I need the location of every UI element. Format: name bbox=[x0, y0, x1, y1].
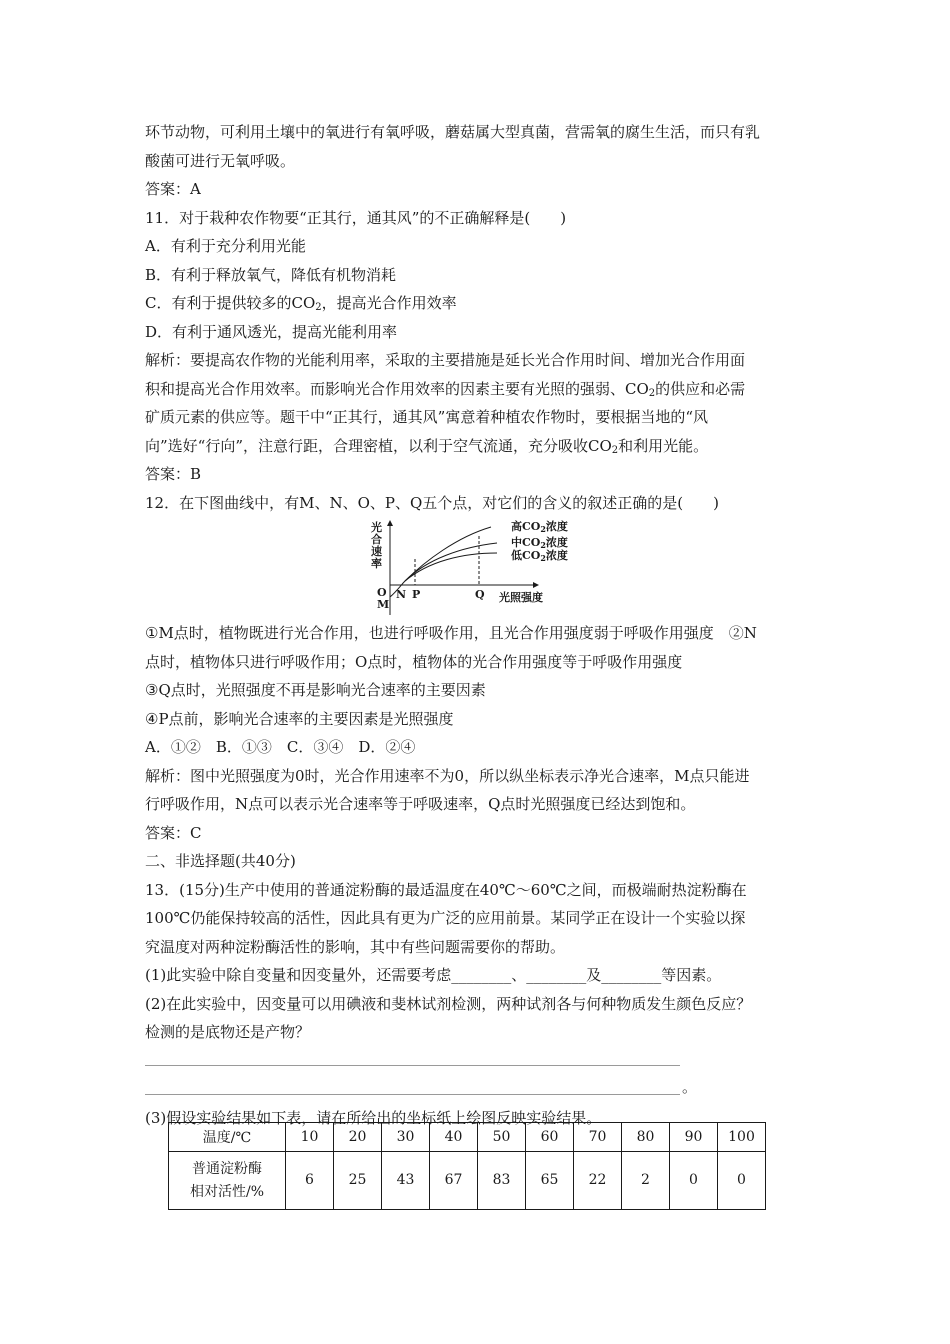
answer-line: 答案：A bbox=[145, 180, 201, 198]
q13-intro-line: 13．(15分)生产中使用的普通淀粉酶的最适温度在40℃～60℃之间，而极端耐热淀粉酶在 bbox=[145, 880, 747, 899]
table-cell-value: 2 bbox=[622, 1152, 670, 1210]
q12-statement: ③Q点时，光照强度不再是影响光合速率的主要因素 bbox=[145, 681, 486, 699]
table-row-label bbox=[169, 1152, 286, 1210]
q12-statement: ④P点前，影响光合速率的主要因素是光照强度 bbox=[145, 709, 454, 728]
text: 积和提高光合作用效率。而影响光合作用效率的因素主要有光照的强弱、CO bbox=[145, 379, 649, 398]
q12-answer: 答案：C bbox=[145, 823, 202, 842]
legend-suffix: 浓度 bbox=[545, 520, 568, 533]
table-cell-temp: 10 bbox=[286, 1123, 334, 1152]
table-cell-value: 43 bbox=[382, 1152, 430, 1210]
y-axis-label-char: 合 bbox=[371, 533, 382, 546]
text: 向”选好“行向”，注意行距，合理密植，以利于空气流通，充分吸收CO bbox=[145, 436, 612, 455]
q13-part3: (3)假设实验结果如下表，请在所给出的坐标纸上绘图反映实验结果。 bbox=[145, 1108, 602, 1127]
q11-analysis-line: 矿质元素的供应等。题干中“正其行，通其风”寓意着种植农作物时，要根据当地的“风 bbox=[145, 408, 709, 426]
q11-option-b: B．有利于释放氧气，降低有机物消耗 bbox=[145, 265, 397, 284]
q11-stem: 11．对于栽种农作物要“正其行，通其风”的不正确解释是( ) bbox=[145, 208, 567, 227]
legend-mid-co2 bbox=[511, 535, 568, 550]
table-cell-value: 25 bbox=[334, 1152, 382, 1210]
table-cell-temp: 40 bbox=[430, 1123, 478, 1152]
table-cell-temp: 90 bbox=[670, 1123, 718, 1152]
answer-blank-line[interactable] bbox=[145, 1047, 680, 1066]
table-cell-temp: 100 bbox=[718, 1123, 766, 1152]
q11-option-c bbox=[145, 289, 815, 318]
answer-blank-line-row bbox=[145, 1077, 815, 1095]
text: C．有利于提供较多的CO bbox=[145, 294, 316, 312]
curve-low-co2 bbox=[405, 553, 497, 581]
q11-analysis-line bbox=[145, 432, 815, 461]
q12-analysis-line: 行呼吸作用，N点可以表示光合速率等于呼吸速率，Q点时光照强度已经达到饱和。 bbox=[145, 795, 696, 813]
legend-prefix: 低CO bbox=[511, 549, 541, 562]
text: 和利用光能。 bbox=[618, 436, 709, 455]
table-cell-value: 65 bbox=[526, 1152, 574, 1210]
y-axis-label-char: 光 bbox=[371, 521, 382, 534]
table-cell-value: 83 bbox=[478, 1152, 526, 1210]
text-line: 酸菌可进行无氧呼吸。 bbox=[145, 151, 296, 170]
table-header-label: 温度/℃ bbox=[169, 1123, 286, 1152]
q11-answer: 答案：B bbox=[145, 465, 202, 483]
table-cell-temp: 70 bbox=[574, 1123, 622, 1152]
legend-suffix: 浓度 bbox=[545, 549, 568, 562]
q12-analysis-line: 解析：图中光照强度为0时，光合作用速率不为0，所以纵坐标表示净光合速率，M点只能进 bbox=[145, 766, 750, 785]
answer-blank-line[interactable] bbox=[145, 1076, 680, 1095]
curve-high-co2 bbox=[390, 527, 491, 597]
subscript: 2 bbox=[315, 302, 322, 313]
table-cell-value: 0 bbox=[718, 1152, 766, 1210]
table-cell-temp: 20 bbox=[334, 1123, 382, 1152]
table-cell-value: 22 bbox=[574, 1152, 622, 1210]
q13-intro-line: 100℃仍能保持较高的活性，因此具有更为广泛的应用前景。某同学正在设计一个实验以探 bbox=[145, 909, 746, 927]
row-label-line: 相对活性/% bbox=[189, 1183, 265, 1200]
section-heading: 二、非选择题(共40分) bbox=[145, 852, 296, 870]
table-header-row bbox=[169, 1123, 766, 1152]
legend-low-co2 bbox=[511, 548, 568, 563]
text: ，提高光合作用效率 bbox=[321, 294, 457, 312]
row-label-line: 普通淀粉酶 bbox=[192, 1160, 262, 1177]
table-cell-temp: 50 bbox=[478, 1123, 526, 1152]
legend-sub: 2 bbox=[540, 524, 546, 534]
q12-stem: 12．在下图曲线中，有M、N、O、P、Q五个点，对它们的含义的叙述正确的是( ) bbox=[145, 493, 719, 512]
q11-analysis-line: 解析：要提高农作物的光能利用率，采取的主要措施是延长光合作用时间、增加光合作用面 bbox=[145, 351, 746, 369]
q13-part2-line: 检测的是底物还是产物？ bbox=[145, 1023, 311, 1041]
q11-option-d: D．有利于通风透光，提高光能利用率 bbox=[145, 322, 398, 341]
point-m-label: M bbox=[377, 598, 390, 611]
table-cell-value: 0 bbox=[670, 1152, 718, 1210]
table-cell-temp: 80 bbox=[622, 1123, 670, 1152]
legend-prefix: 高CO bbox=[511, 520, 541, 533]
table-cell-value: 67 bbox=[430, 1152, 478, 1210]
page-content bbox=[145, 118, 815, 1200]
y-axis-label-char: 速 bbox=[371, 545, 382, 558]
subscript: 2 bbox=[648, 387, 656, 399]
q12-choices: A．①② B．①③ C．③④ D．②④ bbox=[145, 738, 416, 756]
q13-part1: (1)此实验中除自变量和因变量外，还需要考虑________、________及________等因素。 bbox=[145, 966, 722, 984]
curve-mid-co2 bbox=[405, 543, 497, 581]
legend-sub: 2 bbox=[540, 540, 546, 550]
point-q-label: Q bbox=[475, 588, 485, 601]
q12-statement: 点时，植物体只进行呼吸作用；O点时，植物体的光合作用强度等于呼吸作用强度 bbox=[145, 652, 683, 671]
q11-analysis-line bbox=[145, 375, 815, 404]
q13-part2-line: (2)在此实验中，因变量可以用碘液和斐林试剂检测，两种试剂各与何种物质发生颜色反应？ bbox=[145, 994, 752, 1013]
point-n-label: N bbox=[396, 588, 407, 601]
q12-figure bbox=[145, 519, 815, 617]
text: 的供应和必需 bbox=[655, 379, 746, 398]
legend-suffix: 浓度 bbox=[545, 536, 568, 549]
table-cell-temp: 60 bbox=[526, 1123, 574, 1152]
legend-sub: 2 bbox=[540, 553, 546, 563]
enzyme-activity-table bbox=[168, 1122, 766, 1210]
x-axis-label: 光照强度 bbox=[499, 591, 543, 604]
q11-option-a: A．有利于充分利用光能 bbox=[145, 237, 306, 255]
table-cell-temp: 30 bbox=[382, 1123, 430, 1152]
point-o-label: O bbox=[377, 586, 387, 599]
photosynthesis-curve-diagram bbox=[367, 519, 607, 617]
x-axis-arrow bbox=[533, 582, 539, 588]
period-mark: 。 bbox=[682, 1077, 698, 1096]
q13-intro-line: 究温度对两种淀粉酶活性的影响，其中有些问题需要你的帮助。 bbox=[145, 937, 566, 956]
legend-high-co2 bbox=[511, 519, 568, 534]
table-cell-value: 6 bbox=[286, 1152, 334, 1210]
legend-prefix: 中CO bbox=[511, 536, 541, 549]
text-line: 环节动物，可利用土壤中的氧进行有氧呼吸，蘑菇属大型真菌，营需氧的腐生生活，而只有乳 bbox=[145, 123, 761, 141]
q12-statement: ①M点时，植物既进行光合作用，也进行呼吸作用，且光合作用强度弱于呼吸作用强度 ②N bbox=[145, 624, 757, 642]
point-p-label: P bbox=[412, 588, 421, 601]
y-axis-label-char: 率 bbox=[371, 557, 382, 570]
table-data-row bbox=[169, 1152, 766, 1210]
subscript: 2 bbox=[611, 444, 619, 456]
y-axis-arrow bbox=[387, 520, 393, 526]
